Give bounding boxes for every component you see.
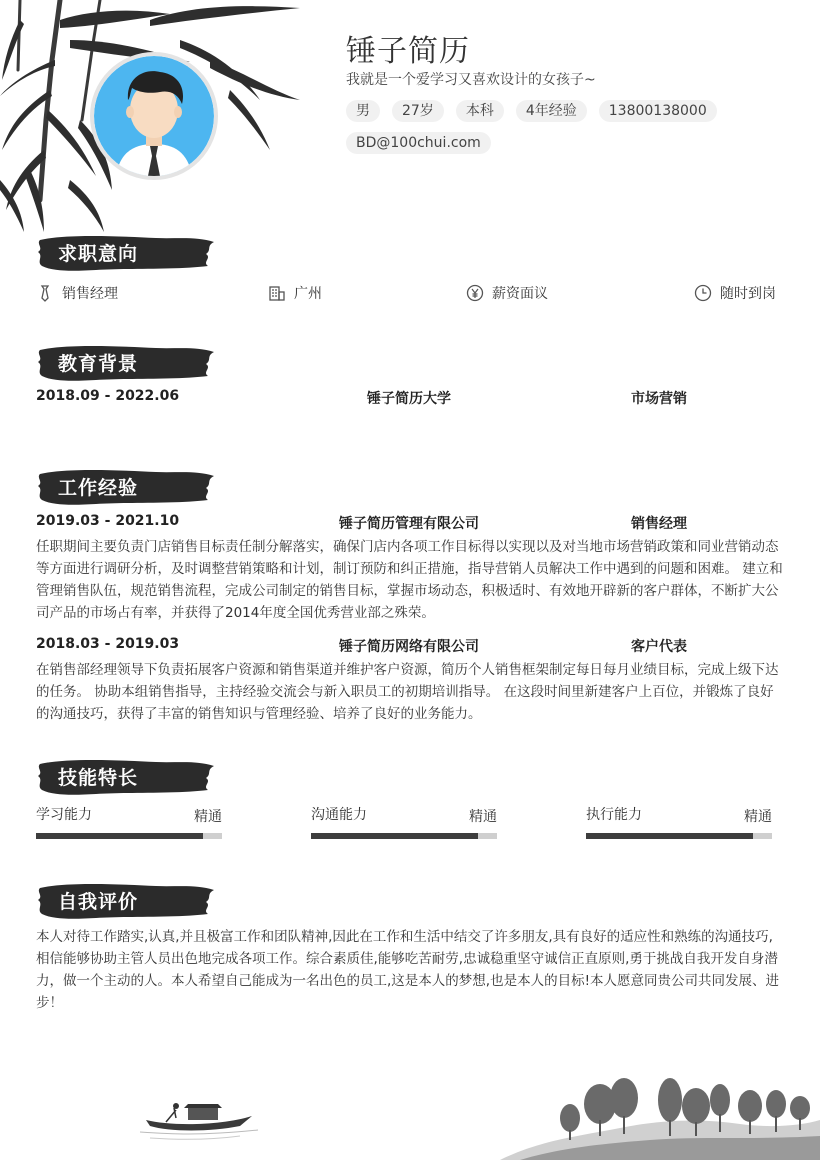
education-row bbox=[36, 388, 786, 408]
intent-city-text: 广州 bbox=[294, 286, 322, 302]
education-period: 2018.09 - 2022.06 bbox=[36, 388, 180, 404]
resume-name: 锤子简历 bbox=[346, 34, 470, 69]
tie-icon bbox=[36, 284, 54, 302]
skill-name: 执行能力 bbox=[586, 807, 642, 823]
skill-name: 沟通能力 bbox=[311, 807, 367, 823]
section-title-self-label: 自我评价 bbox=[58, 891, 139, 913]
intent-position bbox=[36, 282, 118, 304]
motto: 我就是一个爱学习又喜欢设计的女孩子~ bbox=[346, 72, 596, 88]
avatar bbox=[90, 52, 218, 180]
work-row-1 bbox=[36, 513, 786, 533]
landscape-decoration bbox=[500, 1070, 820, 1160]
section-title-education-label: 教育背景 bbox=[58, 353, 139, 375]
skill-execution bbox=[586, 804, 772, 840]
work-role-1: 销售经理 bbox=[631, 516, 687, 532]
age-tag: 27岁 bbox=[392, 100, 444, 122]
intent-salary bbox=[466, 282, 548, 304]
degree-tag: 本科 bbox=[456, 100, 504, 122]
work-period-2: 2018.03 - 2019.03 bbox=[36, 636, 180, 652]
skill-level: 精通 bbox=[744, 809, 772, 825]
skill-bar-fill bbox=[36, 833, 203, 839]
section-title-skills-label: 技能特长 bbox=[58, 767, 139, 789]
skill-bar-track bbox=[36, 833, 222, 839]
clock-icon bbox=[694, 284, 712, 302]
skill-bar-fill bbox=[586, 833, 753, 839]
work-row-2 bbox=[36, 636, 786, 656]
work-role-2: 客户代表 bbox=[631, 639, 687, 655]
skill-level: 精通 bbox=[469, 809, 497, 825]
personal-info-tags bbox=[346, 100, 766, 154]
intent-city bbox=[268, 282, 322, 304]
section-title-intent-label: 求职意向 bbox=[58, 243, 139, 265]
section-title-work bbox=[36, 464, 216, 508]
section-title-self bbox=[36, 878, 216, 922]
job-intent-row bbox=[36, 282, 786, 304]
work-company-1: 锤子简历管理有限公司 bbox=[339, 516, 479, 532]
education-major: 市场营销 bbox=[631, 391, 687, 407]
phone-tag[interactable]: 13800138000 bbox=[599, 100, 717, 122]
work-company-2: 锤子简历网络有限公司 bbox=[339, 639, 479, 655]
skill-bar-track bbox=[311, 833, 497, 839]
intent-position-text: 销售经理 bbox=[62, 286, 118, 302]
avatar-illustration bbox=[94, 56, 214, 176]
gender-tag: 男 bbox=[346, 100, 380, 122]
yen-icon bbox=[466, 284, 484, 302]
section-title-work-label: 工作经验 bbox=[58, 477, 139, 499]
building-icon bbox=[268, 284, 286, 302]
intent-salary-text: 薪资面议 bbox=[492, 286, 548, 302]
work-desc-1: 任职期间主要负责门店销售目标责任制分解落实，确保门店内各项工作目标得以实现以及对当地市场营销政策和同业营销动态等方面进行调研分析，及时调整营销策略和计划，制订预防和纠正措施，指导营销人员解决工作中遇到的问题和困难。 建立和管理销售队伍，规范销售流程，完成公司制定的销售目标，掌握市场动态，积极适时、有效地开辟新的客户群体，不断扩大公司产品的市场占有率，并获得了2014年度全国优秀营业部之殊荣。 bbox=[36, 539, 783, 621]
email-tag[interactable]: BD@100chui.com bbox=[346, 132, 491, 154]
experience-tag: 4年经验 bbox=[516, 100, 587, 122]
work-period-1: 2019.03 - 2021.10 bbox=[36, 513, 180, 529]
section-title-skills bbox=[36, 754, 216, 798]
boat-decoration bbox=[140, 1096, 260, 1144]
intent-availability bbox=[694, 282, 776, 304]
intent-availability-text: 随时到岗 bbox=[720, 286, 776, 302]
section-title-education bbox=[36, 340, 216, 384]
section-title-intent bbox=[36, 230, 216, 274]
skill-bar-track bbox=[586, 833, 772, 839]
skill-bar-fill bbox=[311, 833, 478, 839]
skill-name: 学习能力 bbox=[36, 807, 92, 823]
self-evaluation-text: 本人对待工作踏实,认真,并且极富工作和团队精神,因此在工作和生活中结交了许多朋友,具有良好的适应性和熟练的沟通技巧,相信能够协助主管人员出色地完成各项工作。综合素质佳,能够吃苦耐劳,忠诚稳重坚守诚信正直原则,勇于挑战自我开发自身潜力，做一个主动的人。本人希望自己能成为一名出色的员工,这是本人的梦想,也是本人的目标!本人愿意同贵公司共同发展、进步！ bbox=[36, 929, 779, 1011]
work-desc-2: 在销售部经理领导下负责拓展客户资源和销售渠道并维护客户资源，简历个人销售框架制定每日每月业绩目标，完成上级下达的任务。 协助本组销售指导，主持经验交流会与新入职员工的初期培训指导。 在这段时间里新建客户上百位，并锻炼了良好的沟通技巧，获得了丰富的销售知识与管理经验、培养了良好的业务能力。 bbox=[36, 662, 779, 722]
skill-learning bbox=[36, 804, 222, 840]
skill-communication bbox=[311, 804, 497, 840]
education-school: 锤子简历大学 bbox=[367, 391, 451, 407]
skill-level: 精通 bbox=[194, 809, 222, 825]
